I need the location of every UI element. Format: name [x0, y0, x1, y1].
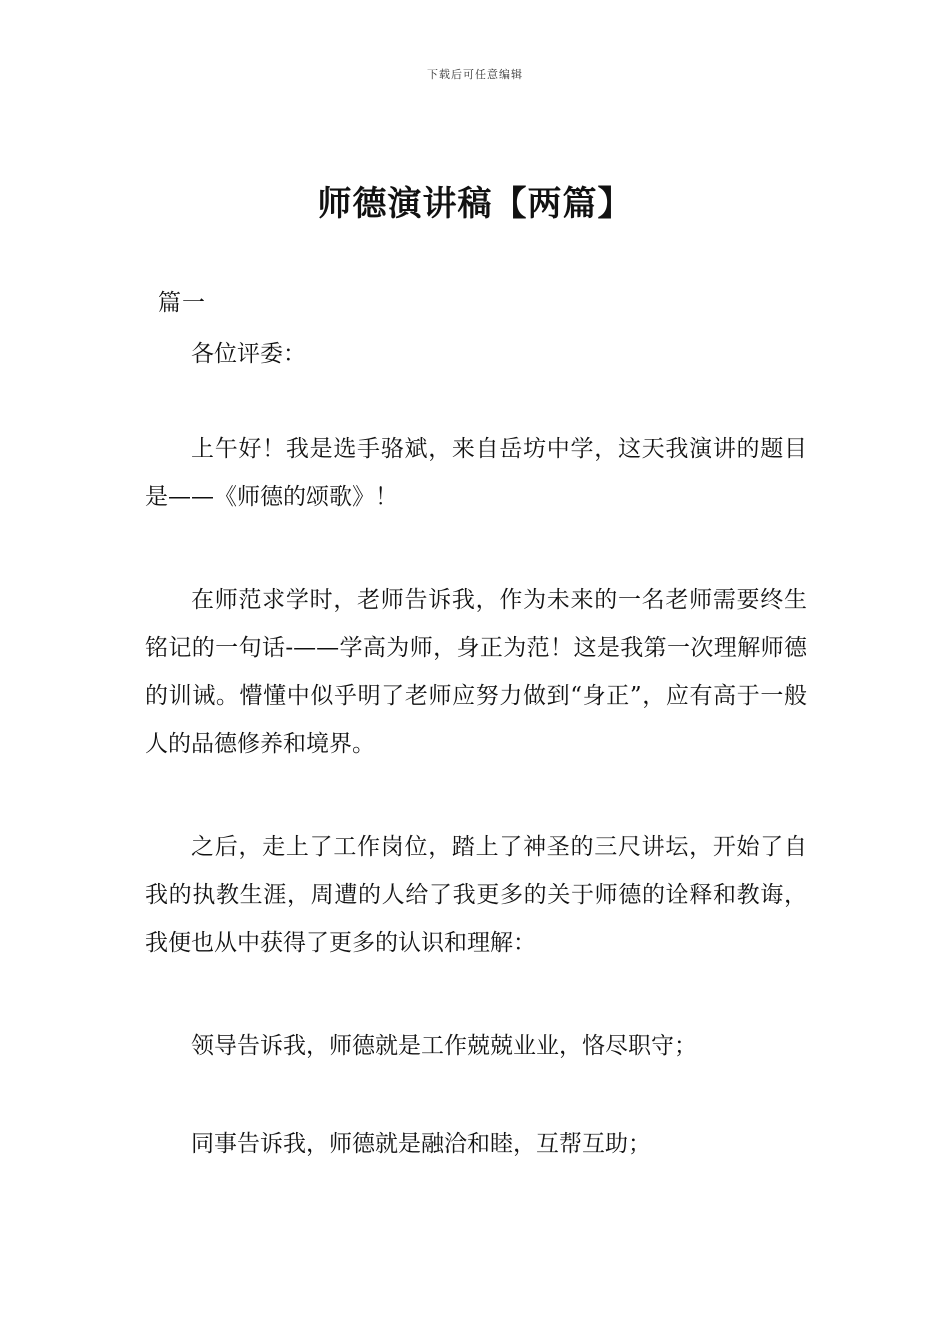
body-paragraph: 上午好！我是选手骆斌，来自岳坊中学，这天我演讲的题目是——《师德的颂歌》！	[145, 436, 807, 510]
document-title: 师德演讲稿【两篇】	[317, 184, 633, 224]
body-paragraph: 在师范求学时，老师告诉我，作为未来的一名老师需要终生铭记的一句话-——学高为师，身正为范！这是我第一次理解师德的训诫。懵懂中似乎明了老师应努力做到“身正”，应有高于一般人的品德修养和境界。	[145, 587, 807, 757]
body-paragraph: 领导告诉我，师德就是工作兢兢业业，恪尽职守；	[191, 1033, 697, 1059]
page-header-note: 下载后可任意编辑	[427, 68, 523, 81]
section-label: 篇一	[158, 290, 206, 316]
body-paragraph: 之后，走上了工作岗位，踏上了神圣的三尺讲坛，开始了自我的执教生涯，周遭的人给了我更多的关于师德的诠释和教诲，我便也从中获得了更多的认识和理解：	[145, 834, 807, 956]
salutation-paragraph: 各位评委：	[191, 341, 306, 367]
body-paragraph: 同事告诉我，师德就是融洽和睦，互帮互助；	[191, 1131, 651, 1157]
